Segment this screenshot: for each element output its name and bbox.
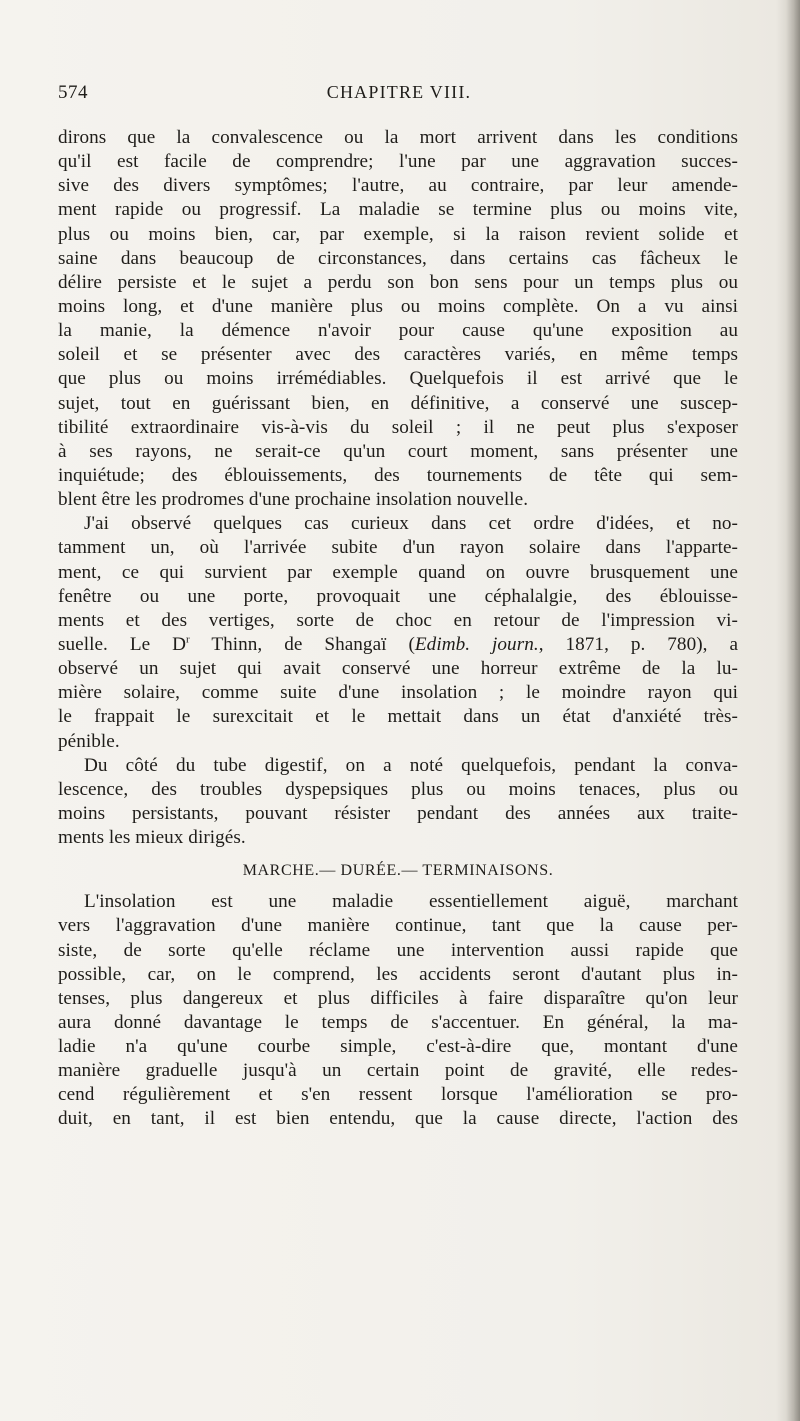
text-line: vers l'aggravation d'une manière continue, tant que la cause per- [58,915,738,937]
text-line: moins persistants, pouvant résister pendant des années aux traite- [58,802,738,824]
citation-reference: , 1871, p. 780), a [538,633,738,655]
text-line: sujet, tout en guérissant bien, en définitive, a conservé une suscep- [58,392,738,414]
text-line: inquiétude; des éblouissements, des tournements de tête qui sem- [58,464,738,486]
text-line: ment, ce qui survient par exemple quand on ouvre brusquement une [58,561,738,583]
page-header [58,82,740,108]
text-line: dirons que la convalescence ou la mort arrivent dans les conditions [58,127,738,148]
text-line: aura donné davantage le temps de s'accentuer. En général, la ma- [58,1011,738,1033]
text-line: siste, de sorte qu'elle réclame une intervention aussi rapide que [58,939,738,961]
journal-title: Edimb. journ. [414,633,539,655]
text-line: la manie, la démence n'avoir pour cause qu'une exposition au [58,320,738,342]
text-line: ments et des vertiges, sorte de choc en retour de l'impression vi- [58,609,738,631]
citation-text-before: suelle. Le D [58,633,187,655]
page-edge-shadow [786,0,800,1421]
text-line: ladie n'a qu'une courbe simple, c'est-à-dire que, montant d'une [58,1036,738,1058]
text-line: blent être les prodromes d'une prochaine insolation nouvelle. [58,489,529,511]
text-line: J'ai observé quelques cas curieux dans cet ordre d'idées, et no- [84,513,738,535]
text-line: sive des divers symptômes; l'autre, au contraire, par leur amende- [58,175,738,197]
text-line: mière solaire, comme suite d'une insolation ; le moindre rayon qui [58,682,738,704]
text-body [58,126,738,1132]
text-line: plus ou moins bien, car, par exemple, si la raison revient solide et [58,223,738,245]
text-line: tenses, plus dangereux et plus difficiles à faire disparaître qu'on leur [58,987,738,1009]
text-line: moins long, et d'une manière plus ou moins complète. On a vu ainsi [58,295,738,317]
text-line: pénible. [58,730,120,752]
text-line: tamment un, où l'arrivée subite d'un rayon solaire dans l'apparte- [58,537,738,559]
text-line: tibilité extraordinaire vis-à-vis du soleil ; il ne peut plus s'exposer [58,416,738,438]
text-line: que plus ou moins irrémédiables. Quelquefois il est arrivé que le [58,368,738,390]
text-line: ment rapide ou progressif. La maladie se termine plus ou moins vite, [58,199,738,221]
text-line: cend régulièrement et s'en ressent lorsque l'amélioration se pro- [58,1084,738,1106]
text-line: soleil et se présenter avec des caractères variés, en même temps [58,344,738,366]
text-line: manière graduelle jusqu'à un certain point de gravité, elle redes- [58,1060,738,1082]
citation-line [58,633,738,657]
page-number: 574 [58,82,88,103]
text-line: qu'il est facile de comprendre; l'une par une aggravation succes- [58,151,738,173]
text-line: observé un sujet qui avait conservé une horreur extrême de la lu- [58,658,738,680]
text-line: duit, en tant, il est bien entendu, que la cause directe, l'action des [58,1108,738,1130]
text-line: le frappait le surexcitait et le mettait dans un état d'anxiété très- [58,706,738,728]
text-line: délire persiste et le sujet a perdu son bon sens pour un temps plus ou [58,271,738,293]
text-line: possible, car, on le comprend, les accidents seront d'autant plus in- [58,963,738,985]
running-head: CHAPITRE VIII. [326,82,472,102]
text-line: saine dans beaucoup de circonstances, dans certains cas fâcheux le [58,247,738,269]
text-line: L'insolation est une maladie essentiellement aiguë, marchant [84,891,738,913]
text-line: ments les mieux dirigés. [58,827,246,849]
section-heading: MARCHE.— DURÉE.— TERMINAISONS. [242,862,554,880]
text-line: fenêtre ou une porte, provoquait une céphalalgie, des éblouisse- [58,585,738,607]
text-line: lescence, des troubles dyspepsiques plus ou moins tenaces, plus ou [58,778,738,800]
citation-author: Thinn, de Shangaï ( [189,633,415,655]
doctor-abbrev-superscript: r [186,633,190,646]
text-line: Du côté du tube digestif, on a noté quelquefois, pendant la conva- [84,754,738,776]
text-line: à ses rayons, ne serait-ce qu'un court moment, sans présenter une [58,440,738,462]
